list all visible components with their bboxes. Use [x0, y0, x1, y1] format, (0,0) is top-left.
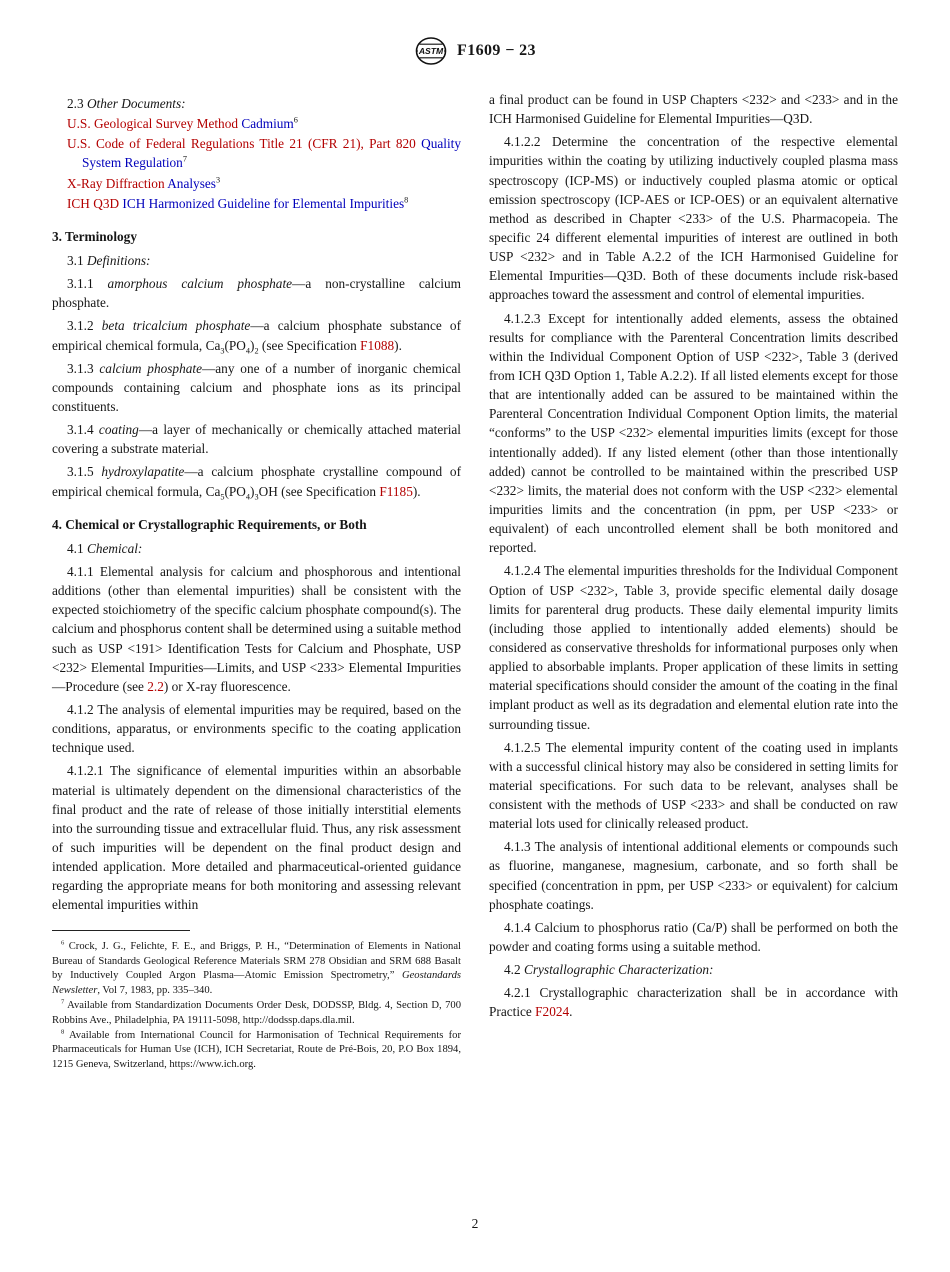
- astm-logo-icon: [414, 36, 448, 66]
- text-run: 3.1.5: [67, 464, 102, 480]
- text-run: Other Documents:: [86, 96, 186, 111]
- doc-link[interactable]: U.S. Code of Federal Regulations Title 21 (CFR 21), Part 820: [67, 136, 422, 152]
- text-run: 4.1.2.2 Determine the concentration of the respective elemental impurities within the coating by utilizing inductively coupled plasma mass spectroscopy (ICP-MS) or inductively coupled plasma atomic or optical emission spectroscopy (ICP-AES or ICP-OES) or an equivalent alternative method as described in Chapter <233> of the U.S. Pharmacopeia. The specific 24 different elemental impurities of interest are outlined in both USP <232> and in Table A.2.2 of the ICH Harmonised Guideline for Elemental Impurities—Q3D. Both of these documents include risk-based approaches toward the assessment and control of elemental impurities.: [489, 134, 898, 303]
- subscript: 3: [220, 346, 225, 356]
- document-header: [52, 36, 898, 66]
- text-run: ).: [394, 337, 402, 353]
- text-run: Geostandards Newsletter: [52, 970, 461, 996]
- paragraph: [489, 132, 898, 304]
- text-run: 4.2: [504, 962, 524, 978]
- text-run: 3.1: [67, 252, 87, 268]
- paragraph: [489, 983, 898, 1021]
- paragraph: [52, 562, 461, 696]
- paragraph: [52, 251, 461, 270]
- text-run: (see Specification: [258, 337, 361, 353]
- text-run: Crock, J. G., Felichte, F. E., and Briggs, P. H., “Determination of Elements in National Bureau of Standards Geological Reference Materials SRM 278 Obsidian and SRM 688 Basalt by Inductively Coupled Argon Plasma—Atomic Emission Spectrometry,”: [52, 941, 461, 982]
- superscript-marker: 8: [404, 195, 409, 205]
- right-column: [489, 90, 898, 1072]
- text-run: , Vol 7, 1983, pp. 335–340.: [97, 984, 213, 996]
- doc-link[interactable]: X-Ray Diffraction: [67, 175, 168, 191]
- ref-ich: [52, 194, 461, 213]
- paragraph: [489, 738, 898, 834]
- text-run: 2.3: [67, 96, 87, 111]
- text-run: 4.1.2.3 Except for intentionally added elements, assess the obtained results for compliance with the Parenteral Concentration limits described within the Individual Component Option of USP <232>, Table 3 (derived from ICH Q3D Option 1, Table A.2.2). If all listed elements except for those that are intentionally added can be assured to be maintained within the Parenteral Concentration Individual Component Option limits, the material “conforms” to the USP <232> elemental impurities limits (except for those intentionally added). If any listed element (other than those intentionally added) cannot be controlled to be maintained within the prescribed USP <232> limits, the material does not conform with the USP <232> elemental impurities limits and the concentration (in ppm, per USP <233> or equivalent) of each uncontrolled element shall be both monitored and reported.: [489, 310, 898, 556]
- text-run: —a non-crystalline calcium phosphate.: [52, 276, 461, 311]
- paragraph: [52, 274, 461, 312]
- paragraph: [489, 561, 898, 733]
- text-run: 3. Terminology: [52, 228, 137, 244]
- text-run: .: [569, 1004, 573, 1020]
- paragraph: [489, 960, 898, 979]
- astm-logo-text: ASTM: [418, 45, 444, 56]
- ref-xrd: [52, 174, 461, 193]
- paragraph: [52, 539, 461, 558]
- text-run: 4.1.2.5 The elemental impurity content of the coating used in implants with a successful clinical history may also be considered in setting limits for material specifications. For such data to be relevant, analyses shall be consistent with the methods of USP <233> and shall be conducted on raw material lots used for clinically released product.: [489, 739, 898, 832]
- text-run: ).: [412, 483, 421, 499]
- text-run: 4.1.2.1 The significance of elemental impurities within an absorbable material is ultimately dependent on the dimensional characteristics of the final product and the rate of release of those initially interstitial elements into the surrounding tissue and extracellular fluid. Thus, any risk assessment of such impurities will be dependent on the final product design and intended application. More detailed and pharmaceutical-oriented guidance regarding the appropriate means for both monitoring and assessing relevant elemental impurities within: [52, 763, 461, 913]
- paragraph: [52, 420, 461, 458]
- text-run: Available from Standardization Documents Order Desk, DODSSP, Bldg. 4, Section D, 700 Robbins Ave., Philadelphia, PA 19111-5098, http://dodssp.daps.dla.mil.: [52, 1000, 461, 1026]
- text-run: 4.1.2.4 The elemental impurities thresholds for the Individual Component Option of USP <232>, Table 3, provide specific elemental daily dosage limits for parenteral drug products. These daily elemental impurity limits (including those applied to intentionally added elements) should be considered as conservative thresholds for informational purposes only when applied to absorbable implants. Proper application of these limits in setting material specifications should consider the amount of the coating in the final implant product as well as its degradation and elemental elution rate into the surrounding tissue.: [489, 563, 898, 732]
- doc-link[interactable]: U.S. Geological Survey Method: [67, 116, 242, 132]
- text-run: Available from International Council for Harmonisation of Technical Requirements for Pharmaceuticals for Human Use (ICH), ICH Secretariat, Route de Pré-Bois, 20, P.O Box 1894, 1215 Geneva, Switzerland, https://www.ich.org.: [52, 1029, 461, 1070]
- text-run: 3.1.4: [67, 422, 99, 438]
- text-run: calcium phosphate: [99, 360, 202, 376]
- doc-link[interactable]: Quality System Regulation: [82, 136, 461, 171]
- text-run: amorphous calcium phosphate: [107, 276, 293, 292]
- footnotes-block: [52, 914, 461, 1072]
- footnote-list: [52, 940, 461, 1072]
- text-run: (PO: [224, 337, 246, 353]
- paragraph: [52, 761, 461, 914]
- text-run: 4. Chemical or Crystallographic Requirements, or Both: [52, 516, 367, 532]
- section-4-heading: [52, 515, 461, 534]
- footnote-7: [52, 999, 461, 1028]
- paragraph: [52, 359, 461, 416]
- ref-usgs: [52, 114, 461, 133]
- footnote-divider: [52, 930, 190, 931]
- section-3-heading: [52, 227, 461, 246]
- text-run: beta tricalcium phosphate: [101, 318, 251, 334]
- text-run: ) or X-ray fluorescence.: [163, 678, 291, 694]
- text-run: —a calcium phosphate substance of empirical chemical formula, Ca: [52, 318, 462, 353]
- text-run: 4.1.2 The analysis of elemental impurities may be required, based on the conditions, apparatus, or environments specific to the coating application technique used.: [52, 701, 461, 756]
- text-run: 4.1.1 Elemental analysis for calcium and phosphorous and intentional additions (other than elemental impurities) shall be consistent with the expected stoichiometry of the specific calcium phosphate compound(s). The calcium and phosphorus content shall be determined using a suitable method such as USP <191> Identification Tests for Calcium and Phosphate, USP <232> Elemental Impurities—Limits, and USP <233> Elemental Impurities—Procedure (see: [52, 563, 461, 694]
- paragraph: [489, 918, 898, 956]
- two-column-body: [52, 90, 898, 1072]
- subscript: 4: [245, 346, 251, 356]
- subscript: 3: [254, 492, 259, 502]
- left-column: [52, 90, 461, 1072]
- text-run: 4.1.4 Calcium to phosphorus ratio (Ca/P) shall be performed on both the powder and coating forms using a suitable method.: [489, 919, 898, 955]
- text-run: Definitions:: [86, 252, 151, 268]
- text-run: 4.2.1 Crystallographic characterization shall be in accordance with Practice: [489, 985, 898, 1020]
- text-run: 3.1.2: [67, 318, 102, 334]
- text-run: coating: [98, 422, 139, 438]
- text-run: Crystallographic Characterization:: [523, 962, 714, 978]
- doc-link[interactable]: Analyses: [167, 175, 216, 191]
- superscript-marker: 3: [215, 175, 221, 185]
- doc-link[interactable]: F2024: [535, 1004, 570, 1020]
- footnote-6: [52, 940, 461, 998]
- text-run: —a calcium phosphate crystalline compound of empirical chemical formula, Ca: [52, 464, 461, 499]
- text-run: 3.1.3: [67, 360, 100, 376]
- footnote-8: [52, 1029, 461, 1072]
- superscript-marker: 7: [182, 155, 187, 164]
- doc-link[interactable]: F1088: [360, 337, 395, 353]
- text-run: OH (see Specification: [258, 483, 380, 499]
- text-run: a final product can be found in USP Chapters <232> and <233> and in the ICH Harmonised Guideline for Elemental Impurities—Q3D.: [489, 92, 898, 127]
- doc-link[interactable]: 2.2: [147, 678, 164, 694]
- paragraph: [52, 316, 461, 354]
- section-2-3: [52, 94, 461, 113]
- text-run: ): [250, 337, 255, 353]
- text-run: —any one of a number of inorganic chemical compounds containing calcium and phosphate ions as its principal constituents.: [52, 360, 461, 414]
- superscript-marker: 6: [293, 115, 298, 125]
- page-number: 2: [471, 1216, 479, 1231]
- text-run: (PO: [224, 483, 246, 499]
- text-run: 4.1: [67, 540, 87, 556]
- doc-link[interactable]: ICH Harmonized Guideline for Elemental Impurities: [122, 195, 405, 211]
- subscript: 5: [220, 492, 225, 502]
- superscript-marker: 7: [61, 998, 65, 1006]
- subscript: 2: [254, 346, 259, 356]
- text-run: hydroxylapatite: [101, 464, 185, 480]
- text-run: 3.1.1: [67, 276, 108, 292]
- text-run: 4.1.3 The analysis of intentional additional elements or compounds such as fluorine, manganese, magnesium, carbonate, and so forth shall be specified (concentration in ppm, per USP <233> or equivalent) for calcium phosphate coatings.: [489, 839, 898, 912]
- doc-link[interactable]: ICH Q3D: [67, 195, 123, 211]
- page-footer: [52, 1204, 898, 1232]
- text-run: ): [250, 483, 255, 499]
- paragraph: [489, 837, 898, 914]
- superscript-marker: 6: [61, 939, 65, 947]
- text-run: —a layer of mechanically or chemically attached material covering a substrate material.: [52, 422, 462, 457]
- text-run: Chemical:: [86, 540, 143, 556]
- paragraph: [489, 309, 898, 558]
- paragraph: [52, 462, 461, 500]
- ref-cfr: [52, 134, 461, 172]
- doc-number: F1609 − 23: [457, 42, 536, 59]
- paragraph: [52, 700, 461, 757]
- doc-link[interactable]: F1185: [379, 483, 413, 499]
- left-column-text: [52, 90, 461, 914]
- subscript: 4: [245, 492, 251, 502]
- paragraph-continuation: [489, 90, 898, 128]
- superscript-marker: 8: [61, 1028, 65, 1036]
- doc-link[interactable]: Cadmium: [241, 116, 294, 132]
